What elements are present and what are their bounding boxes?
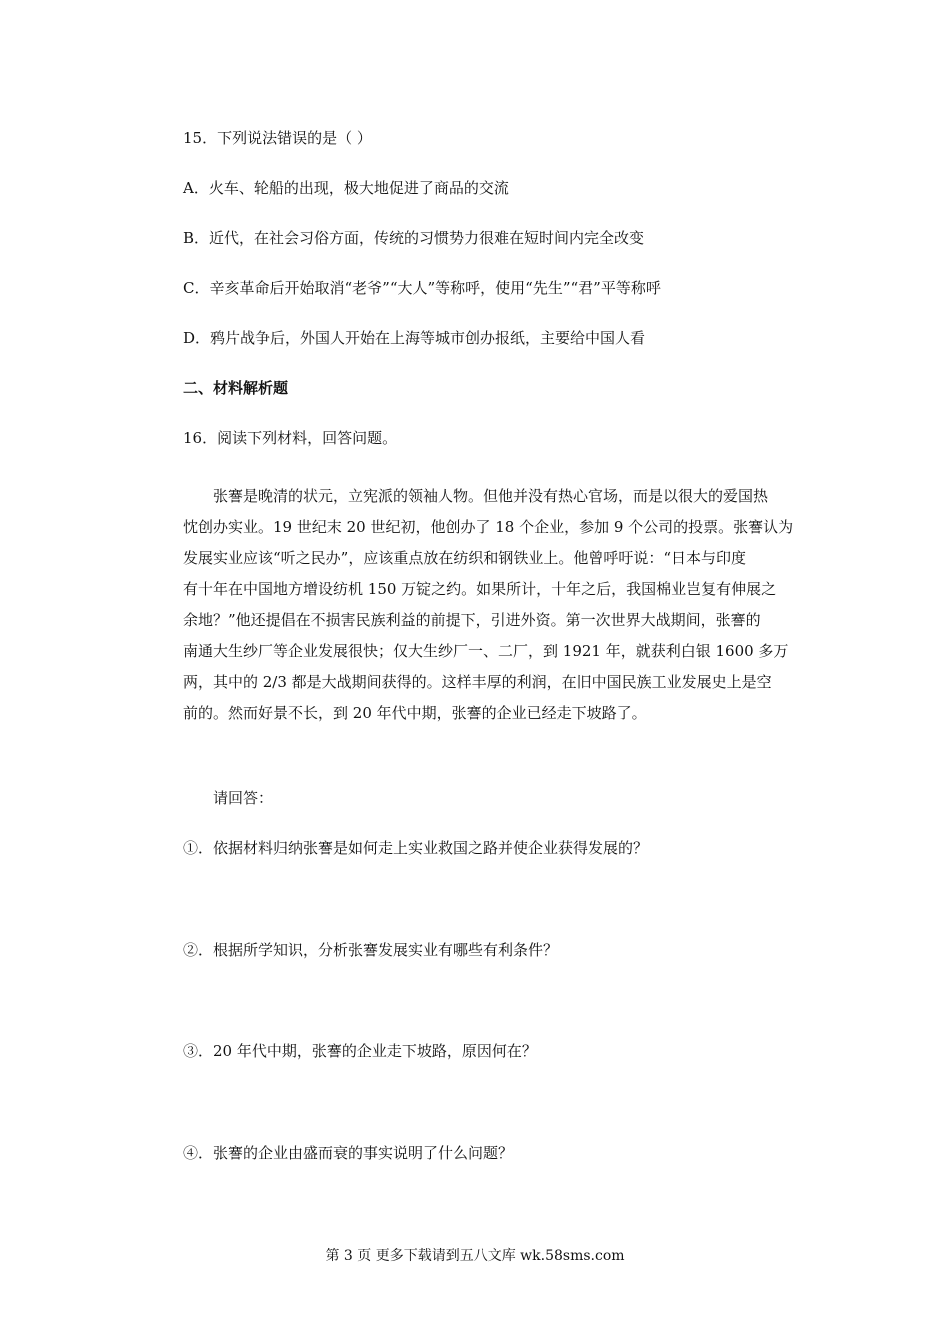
question-15-option-d: D．鸦片战争后，外国人开始在上海等城市创办报纸，主要给中国人看: [183, 329, 646, 347]
question-15-option-c: C．辛亥革命后开始取消“老爷”“大人”等称呼，使用“先生”“君”平等称呼: [183, 279, 661, 297]
question-16-stem: 16．阅读下列材料，回答问题。: [183, 429, 398, 447]
material-line: 前的。然而好景不长，到 20 年代中期，张謇的企业已经走下坡路了。: [183, 704, 647, 722]
material-paragraph: [183, 481, 794, 729]
page-footer: 第 3 页 更多下载请到五八文库 wk.58sms.com: [325, 1248, 625, 1264]
question-15-stem: 15．下列说法错误的是（ ）: [183, 129, 372, 147]
subquestion-2: ②．根据所学知识，分析张謇发展实业有哪些有利条件？: [183, 941, 559, 959]
material-line: 忱创办实业。19 世纪末 20 世纪初，他创办了 18 个企业，参加 9 个公司的投票。张謇认为: [183, 518, 794, 536]
subquestion-3: ③．20 年代中期，张謇的企业走下坡路，原因何在？: [183, 1042, 537, 1060]
question-15-option-b: B．近代，在社会习俗方面，传统的习惯势力很难在短时间内完全改变: [183, 229, 645, 247]
material-line: 南通大生纱厂等企业发展很快；仅大生纱厂一、二厂，到 1921 年，就获利白银 1600 多万: [183, 642, 789, 660]
subquestion-1: ①．依据材料归纳张謇是如何走上实业救国之路并使企业获得发展的？: [183, 839, 649, 857]
material-line: 发展实业应该“听之民办”，应该重点放在纺织和钢铁业上。他曾呼吁说：“日本与印度: [183, 549, 747, 567]
answer-prompt: 请回答：: [183, 789, 274, 807]
section-2-title: 二、材料解析题: [183, 379, 289, 397]
material-line: 余地？”他还提倡在不损害民族利益的前提下，引进外资。第一次世界大战期间，张謇的: [183, 611, 761, 629]
question-15-option-a: A．火车、轮船的出现，极大地促进了商品的交流: [183, 179, 509, 197]
material-line: 张謇是晚清的状元，立宪派的领袖人物。但他并没有热心官场，而是以很大的爱国热: [183, 487, 769, 505]
subquestion-4: ④．张謇的企业由盛而衰的事实说明了什么问题？: [183, 1144, 514, 1162]
material-line: 有十年在中国地方增设纺机 150 万锭之约。如果所计，十年之后，我国棉业岂复有伸展之: [183, 580, 777, 598]
material-line: 两，其中的 2/3 都是大战期间获得的。这样丰厚的利润，在旧中国民族工业发展史上是空: [183, 673, 772, 691]
